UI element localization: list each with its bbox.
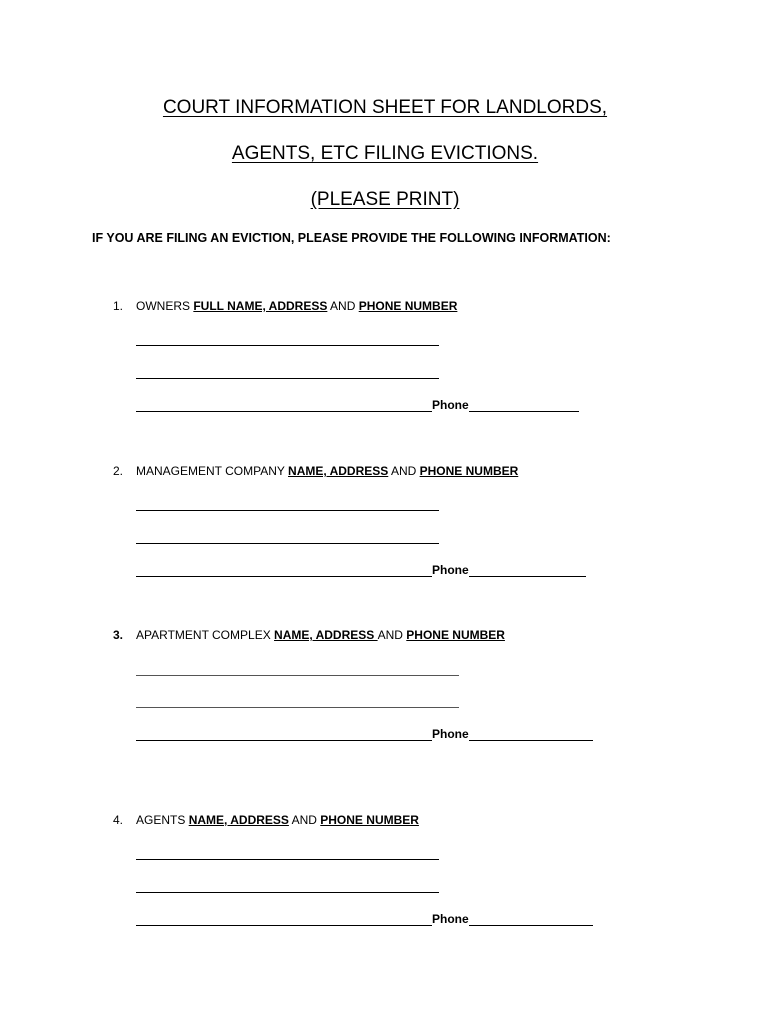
- title-line-3: (PLEASE PRINT): [310, 189, 460, 210]
- agents-address-line[interactable]: [136, 892, 439, 893]
- title-line-1: COURT INFORMATION SHEET FOR LANDLORDS,: [162, 97, 608, 118]
- phone-label: Phone: [432, 912, 469, 926]
- apartment-phone-row: [136, 727, 593, 741]
- item-bold-phone: PHONE NUMBER: [406, 628, 505, 642]
- apartment-address-line[interactable]: [136, 707, 459, 708]
- item-bold-phone: PHONE NUMBER: [358, 299, 458, 313]
- apartment-address-line-2[interactable]: [136, 727, 432, 741]
- management-section-heading: [113, 464, 518, 478]
- item-mid: AND: [327, 299, 359, 313]
- item-number: 2.: [113, 464, 124, 478]
- item-number: 1.: [113, 299, 124, 313]
- item-bold-name: NAME, ADDRESS: [288, 464, 389, 478]
- item-number: 3.: [113, 628, 124, 642]
- owner-phone-row: [136, 398, 579, 412]
- apartment-section-heading: [113, 628, 505, 642]
- apartment-name-line[interactable]: [136, 675, 459, 676]
- agents-section-heading: [113, 813, 419, 827]
- management-address-line[interactable]: [136, 543, 439, 544]
- management-phone-line[interactable]: [469, 563, 586, 577]
- item-bold-phone: PHONE NUMBER: [419, 464, 519, 478]
- item-bold-name: NAME, ADDRESS: [188, 813, 289, 827]
- item-bold-name: FULL NAME, ADDRESS: [193, 299, 328, 313]
- management-phone-row: [136, 563, 586, 577]
- item-mid: AND: [377, 628, 407, 642]
- owner-name-line[interactable]: [136, 345, 439, 346]
- phone-label: Phone: [432, 727, 469, 741]
- item-mid: AND: [388, 464, 420, 478]
- item-number: 4.: [113, 813, 124, 827]
- item-bold-name: NAME, ADDRESS: [274, 628, 378, 642]
- item-bold-phone: PHONE NUMBER: [320, 813, 419, 827]
- owner-address-line[interactable]: [136, 378, 439, 379]
- instruction-text: IF YOU ARE FILING AN EVICTION, PLEASE PROVIDE THE FOLLOWING INFORMATION:: [92, 231, 611, 245]
- owner-phone-line[interactable]: [469, 398, 579, 412]
- item-prefix: OWNERS: [136, 299, 194, 313]
- apartment-phone-line[interactable]: [469, 727, 593, 741]
- owner-section-heading: [113, 299, 457, 313]
- management-address-line-2[interactable]: [136, 563, 432, 577]
- phone-label: Phone: [432, 563, 469, 577]
- agents-phone-line[interactable]: [469, 912, 593, 926]
- phone-label: Phone: [432, 398, 469, 412]
- management-name-line[interactable]: [136, 510, 439, 511]
- owner-address-line-2[interactable]: [136, 398, 432, 412]
- item-prefix: APARTMENT COMPLEX: [136, 628, 275, 642]
- agents-phone-row: [136, 912, 593, 926]
- item-mid: AND: [288, 813, 321, 827]
- title-line-2: AGENTS, ETC FILING EVICTIONS.: [231, 143, 539, 164]
- item-prefix: AGENTS: [136, 813, 189, 827]
- item-prefix: MANAGEMENT COMPANY: [136, 464, 289, 478]
- agents-name-line[interactable]: [136, 859, 439, 860]
- agents-address-line-2[interactable]: [136, 912, 432, 926]
